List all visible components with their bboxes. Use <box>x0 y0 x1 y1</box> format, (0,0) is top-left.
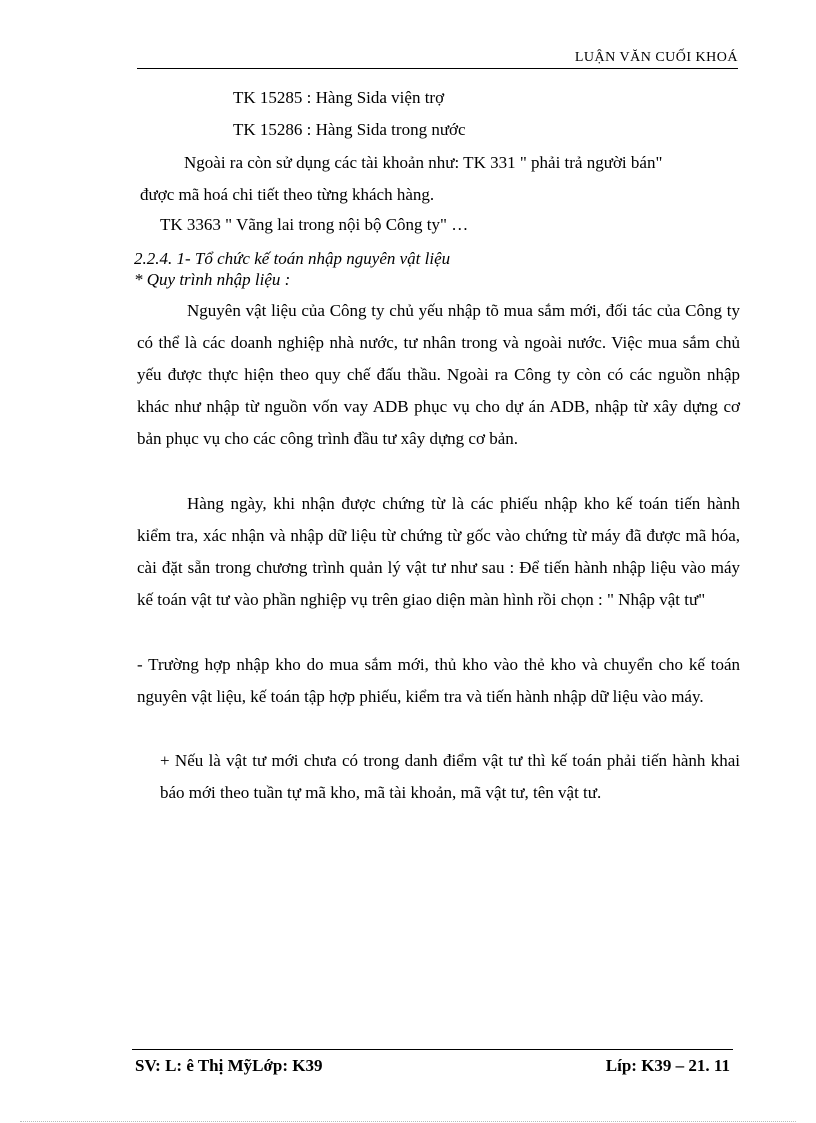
paragraph-1: Nguyên vật liệu của Công ty chủ yếu nhập tõ mua sắm mới, đối tác của Công ty có thể là các doanh nghiệp nhà nước, tư nhân trong và ngoài nước. Việc mua sắm chủ yếu được thực hiện theo quy chế đấu thầu. Ngoài ra Công ty còn có các nguồn nhập khác như nhập từ nguồn vốn vay ADB phục vụ cho dự án ADB, nhập từ xây dựng cơ bản phục vụ cho các công trình đầu tư xây dựng cơ bản. <box>137 301 740 448</box>
section-heading: 2.2.4. 1- Tổ chức kế toán nhập nguyên vật liệu <box>134 249 451 268</box>
paragraph-4: + Nếu là vật tư mới chưa có trong danh điểm vật tư thì kế toán phải tiến hành khai báo mới theo tuần tự mã kho, mã tài khoản, mã vật tư, tên vật tư. <box>160 751 740 802</box>
footer-class: Líp: K39 – 21. 11 <box>605 1056 730 1075</box>
tk-15285-line: TK 15285 : Hàng Sida viện trợ <box>233 88 445 107</box>
header-title: LUẬN VĂN CUỐI KHOÁ <box>574 50 738 65</box>
paragraph-3: - Trường hợp nhập kho do mua sắm mới, thủ kho vào thẻ kho và chuyển cho kế toán nguyên vật liệu, kế toán tập hợp phiếu, kiểm tra và tiến hành nhập dữ liệu vào máy. <box>137 655 740 706</box>
other-accounts-line-1: Ngoài ra còn sử dụng các tài khoản như: TK 331 " phải trả người bán" <box>184 153 663 172</box>
page-bottom-edge <box>20 1121 796 1122</box>
tk-3363-line: TK 3363 " Vãng lai trong nội bộ Công ty" … <box>160 215 469 234</box>
other-accounts-line-2: được mã hoá chi tiết theo từng khách hàng. <box>140 185 435 204</box>
tk-15286-line: TK 15286 : Hàng Sida trong nước <box>233 120 466 139</box>
header-divider <box>137 68 738 69</box>
footer-student: SV: L: ê Thị MỹLớp: K39 <box>135 1056 323 1075</box>
subheading: * Quy trình nhập liệu : <box>134 270 291 289</box>
paragraph-2: Hàng ngày, khi nhận được chứng từ là các phiếu nhập kho kế toán tiến hành kiểm tra, xác nhận và nhập dữ liệu từ chứng từ gốc vào chứng từ máy đã được mã hóa, cài đặt sẵn trong chương trình quản lý vật tư như sau : Để tiến hành nhập liệu vào máy kế toán vật tư vào phần nghiệp vụ trên giao diện màn hình rồi chọn : " Nhập vật tư" <box>137 494 740 609</box>
footer-divider <box>132 1049 733 1050</box>
